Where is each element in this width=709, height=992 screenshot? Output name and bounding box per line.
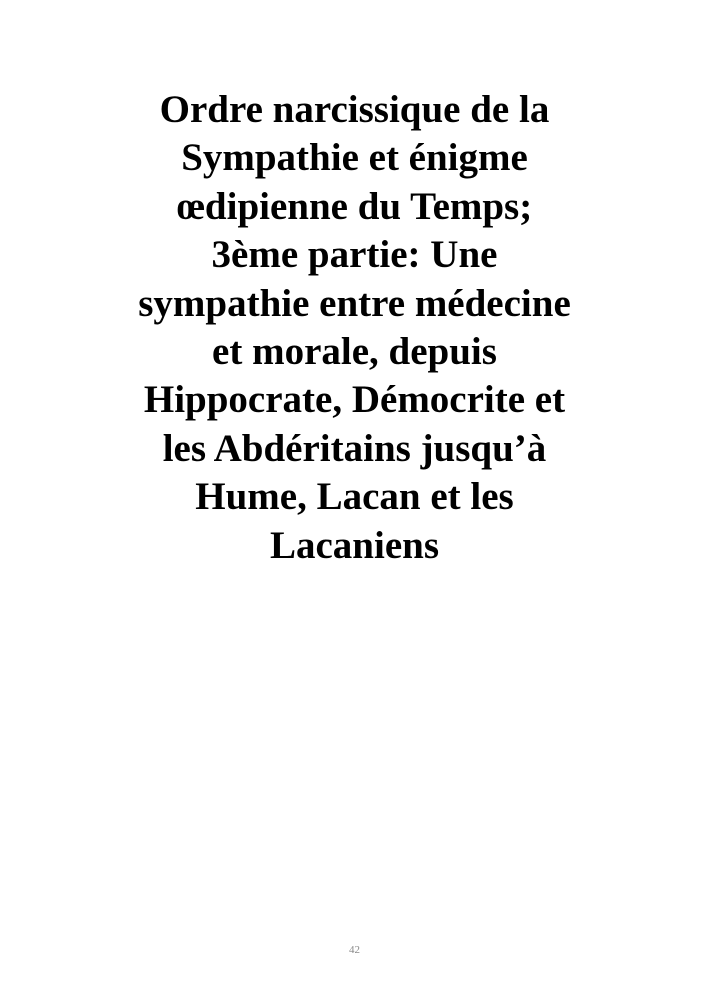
title-line: 3ème partie: Une bbox=[211, 233, 498, 277]
title-line: sympathie entre médecine bbox=[138, 281, 571, 325]
title-line: Lacaniens bbox=[269, 523, 440, 567]
chapter-title bbox=[60, 86, 649, 570]
title-line: Hume, Lacan et les bbox=[195, 475, 514, 519]
title-line: Hippocrate, Démocrite et bbox=[143, 378, 566, 422]
title-line: et morale, depuis bbox=[212, 330, 497, 374]
title-line: œdipienne du Temps; bbox=[176, 184, 533, 228]
title-line: Ordre narcissique de la bbox=[159, 88, 550, 131]
title-line: Sympathie et énigme bbox=[181, 136, 528, 180]
title-line: les Abdéritains jusqu’à bbox=[162, 426, 547, 470]
page-number: 42 bbox=[349, 944, 360, 956]
